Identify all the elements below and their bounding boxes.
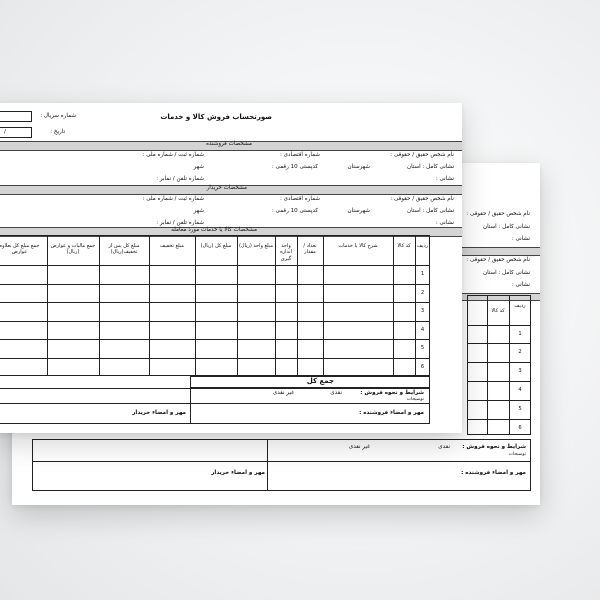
date-label: تاریخ : — [50, 129, 65, 135]
back-party-name: نام شخص حقیق / حقوقی : — [466, 211, 530, 217]
table-column-divider — [415, 235, 416, 376]
buyer-postal-code: کدپستی 10 رقمی : — [271, 208, 318, 214]
back-row-num: 5 — [518, 406, 522, 412]
column-header: مبلغ تخفیف — [160, 243, 184, 249]
invoice-title: صورتحساب فروش کالا و خدمات — [160, 113, 272, 121]
seller-city: شهرستان — [347, 164, 370, 170]
back-row-num: 3 — [518, 368, 522, 374]
back-seller-sign: مهر و امضاء فروشنده : — [461, 470, 526, 476]
items-header-divider — [0, 265, 430, 266]
back-sale-terms: شرایط و نحوه فروش : — [462, 444, 526, 450]
buyer-section-title: مشخصات خریدار — [206, 185, 247, 191]
seller-signature: مهر و امضاء فروشنده : — [359, 410, 424, 416]
back-row-num: 1 — [518, 331, 522, 337]
back-row-num: 4 — [518, 387, 522, 393]
back-footer — [32, 439, 531, 491]
front-invoice-sheet — [0, 103, 462, 433]
notes-label: توضیحات — [406, 397, 424, 402]
seller-section-title: مشخصات فروشنده — [206, 141, 252, 147]
back-cash: نقدی — [438, 444, 450, 450]
back-items-table — [467, 295, 531, 435]
back-row-header: ردیف — [514, 303, 526, 309]
column-header: مبلغ واحد (ریال) — [238, 243, 274, 249]
buyer-full-address: نشانی کامل : استان — [406, 208, 454, 214]
table-column-divider — [149, 235, 150, 376]
seller-reg-no: شماره ثبت / شماره ملی : — [142, 152, 204, 158]
column-header: جمع مالیات و عوارض (ریال) — [50, 243, 96, 256]
cash-option: نقدی — [330, 390, 342, 396]
back-code-header: کد کالا — [491, 308, 505, 314]
column-header: شرح کالا یا خدمات — [338, 243, 378, 249]
buyer-address: نشانی : — [435, 220, 454, 226]
seller-economic-no: شماره اقتصادی : — [279, 152, 320, 158]
table-column-divider — [297, 235, 298, 376]
buyer-phone: شماره تلفن / نمابر : — [156, 220, 204, 226]
non-cash-option: غیر نقدی — [272, 390, 294, 396]
seller-address: نشانی : — [435, 176, 454, 182]
back-address: نشانی : — [511, 236, 530, 242]
buyer-signature: مهر و امضاء خریدار — [132, 410, 186, 416]
table-column-divider — [237, 235, 238, 376]
column-header: واحد اندازه گیری — [280, 243, 292, 262]
sale-terms: شرایط و نحوه فروش : — [360, 390, 424, 396]
table-column-divider — [99, 235, 100, 376]
back-row-num: 6 — [518, 425, 522, 431]
seller-party-name: نام شخص حقیق / حقوقی : — [390, 152, 454, 158]
seller-postal-code: کدپستی 10 رقمی : — [271, 164, 318, 170]
row-number: 4 — [420, 326, 425, 333]
column-header: تعداد / مقدار — [303, 243, 317, 256]
items-table — [0, 235, 430, 376]
serial-box — [0, 111, 32, 122]
table-row-divider — [0, 302, 430, 303]
buyer-economic-no: شماره اقتصادی : — [279, 196, 320, 202]
row-number: 2 — [420, 289, 425, 296]
row-number: 3 — [420, 308, 425, 314]
table-row-divider — [0, 321, 430, 322]
table-column-divider — [47, 235, 48, 376]
table-column-divider — [323, 235, 324, 376]
buyer-shahr: شهر — [193, 208, 204, 214]
back-full-address-2: نشانی کامل : استان — [482, 270, 530, 276]
table-row-divider — [0, 339, 430, 340]
serial-label: شماره سریال : — [40, 113, 76, 119]
table-column-divider — [195, 235, 196, 376]
back-buyer-sign: مهر و امضاء خریدار — [211, 470, 265, 476]
column-header: کد کالا — [397, 243, 411, 249]
date-value: / — [4, 129, 6, 135]
back-notes: توضیحات — [508, 452, 526, 457]
seller-phone: شماره تلفن / نمابر : — [156, 176, 204, 182]
row-number: 5 — [420, 345, 425, 351]
buyer-party-name: نام شخص حقیق / حقوقی : — [390, 196, 454, 202]
total-label: جمع کل — [306, 377, 334, 385]
table-row-divider — [0, 284, 430, 285]
back-row-num: 2 — [518, 349, 522, 355]
column-header: جمع مبلغ کل بعلاوه عوارض — [0, 243, 40, 256]
back-party-name-2: نام شخص حقیق / حقوقی : — [466, 257, 530, 263]
row-number: 1 — [420, 271, 425, 277]
column-header: مبلغ کل (ریال) — [200, 243, 232, 249]
back-non-cash: غیر نقدی — [348, 444, 370, 450]
column-header: مبلغ کل پس از تخفیف(ریال) — [108, 243, 140, 256]
items-section-title: مشخصات کالا یا خدمات مورد معامله — [171, 227, 257, 233]
table-column-divider — [393, 235, 394, 376]
back-full-address: نشانی کامل : استان — [482, 224, 530, 230]
row-number: 6 — [420, 363, 425, 370]
buyer-city: شهرستان — [347, 208, 370, 214]
items-table-border — [0, 235, 430, 376]
table-row-divider — [0, 358, 430, 359]
buyer-reg-no: شماره ثبت / شماره ملی : — [142, 196, 204, 202]
seller-shahr: شهر — [193, 164, 204, 170]
column-header: ردیف — [416, 243, 429, 249]
back-address-2: نشانی : — [511, 282, 530, 288]
seller-full-address: نشانی کامل : استان — [406, 164, 454, 170]
